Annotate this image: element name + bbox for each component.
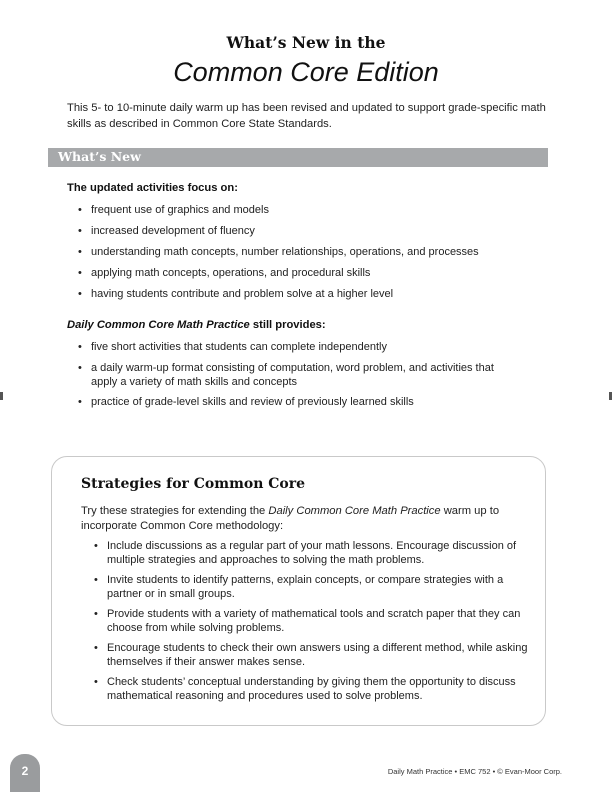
still-provides-text: still provides: bbox=[249, 319, 326, 331]
still-provides-lead bbox=[67, 319, 547, 331]
updated-activities-lead bbox=[67, 182, 547, 194]
page-title-line-1: What’s New in the bbox=[226, 33, 386, 52]
list-item: • practice of grade-level skills and review of previously learned skills bbox=[78, 395, 518, 409]
list-item: • understanding math concepts, number relationships, operations, and processes bbox=[78, 245, 548, 259]
list-item: • frequent use of graphics and models bbox=[78, 203, 548, 217]
list-item: • Encourage students to check their own answers using a different method, while asking themselves if their answer makes sense. bbox=[94, 641, 534, 669]
section-heading: What’s New bbox=[58, 149, 141, 164]
strategies-list bbox=[94, 539, 534, 703]
whats-new-section-header bbox=[48, 148, 548, 167]
list-item: • a daily warm-up format consisting of computation, word problem, and activities that apply a variety of math skills and concepts bbox=[78, 361, 518, 389]
updated-activities-list bbox=[78, 203, 548, 301]
product-title: Daily Common Core Math Practice bbox=[67, 319, 250, 331]
updated-lead-text: The updated activities focus on: bbox=[67, 182, 238, 194]
strategies-intro bbox=[81, 504, 526, 533]
strategies-intro-start: Try these strategies for extending the bbox=[81, 505, 269, 517]
list-item: • having students contribute and problem solve at a higher level bbox=[78, 287, 548, 301]
strategies-title: Strategies for Common Core bbox=[81, 476, 306, 492]
list-item: • Provide students with a variety of mathematical tools and scratch paper that they can choose from while solving problems. bbox=[94, 607, 534, 635]
list-item: • five short activities that students can complete independently bbox=[78, 340, 518, 354]
still-provides-list bbox=[78, 340, 518, 409]
page-number: 2 bbox=[21, 764, 29, 778]
page-title-line-2: Common Core Edition bbox=[173, 57, 439, 87]
strategies-intro-end: warm up to incorporate Common Core methodology: bbox=[81, 505, 500, 532]
list-item: • Check students’ conceptual understanding by giving them the opportunity to discuss mathematical reasoning and procedures used to solve problems. bbox=[94, 675, 534, 703]
crop-mark-left bbox=[0, 392, 3, 400]
list-item: • increased development of fluency bbox=[78, 224, 548, 238]
intro-paragraph: This 5- to 10-minute daily warm up has been revised and updated to support grade-specific math skills as described in Common Core State Standards. bbox=[67, 102, 546, 130]
list-item: • Invite students to identify patterns, explain concepts, or compare strategies with a partner or in small groups. bbox=[94, 573, 534, 601]
list-item: • applying math concepts, operations, and procedural skills bbox=[78, 266, 548, 280]
footer-credit: Daily Math Practice • EMC 752 • © Evan-Moor Corp. bbox=[387, 767, 562, 776]
list-item: • Include discussions as a regular part of your math lessons. Encourage discussion of multiple strategies and approaches to solving the math problems. bbox=[94, 539, 534, 567]
strategies-intro-title: Daily Common Core Math Practice bbox=[268, 505, 441, 517]
